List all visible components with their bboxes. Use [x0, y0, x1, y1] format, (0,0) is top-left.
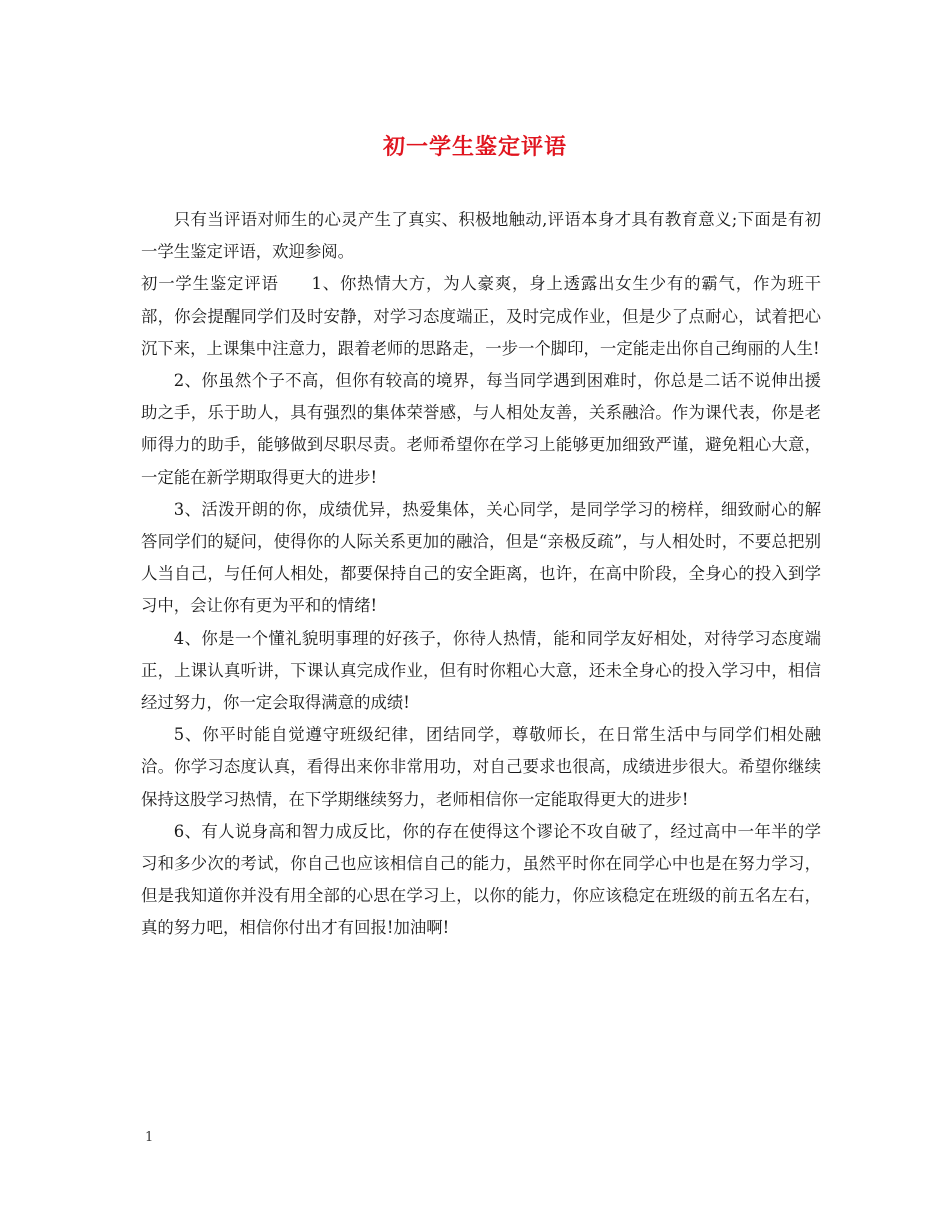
paragraph-6: 6、有人说身高和智力成反比，你的存在使得这个谬论不攻自破了，经过高中一年半的学习和多少次的考试，你自己也应该相信自己的能力，虽然平时你在同学心中也是在努力学习，但是我知道你并没有用全部的心思在学习上，以你的能力，你应该稳定在班级的前五名左右，真的努力吧，相信你付出才有回报!加油啊!	[141, 821, 821, 938]
page-number: 1	[145, 1130, 154, 1145]
paragraph-1	[141, 268, 821, 365]
paragraph-3: 3、活泼开朗的你，成绩优异，热爱集体，关心同学，是同学学习的榜样，细致耐心的解答同学们的疑问，使得你的人际关系更加的融洽，但是“亲极反疏”，与人相处时，不要总把别人当自己，与任何人相处，都要保持自己的安全距离，也许，在高中阶段，全身心的投入到学习中，会让你有更为平和的情绪!	[141, 499, 821, 616]
paragraph-1-text: 1、你热情大方，为人豪爽，身上透露出女生少有的霸气，作为班干部，你会提醒同学们及时安静，对学习态度端正，及时完成作业，但是少了点耐心，试着把心沉下来，上课集中注意力，跟着老师的思路走，一步一个脚印，一定能走出你自己绚丽的人生!	[141, 274, 821, 358]
document-title: 初一学生鉴定评语	[382, 134, 567, 160]
section-label: 初一学生鉴定评语	[141, 274, 279, 294]
paragraph-4: 4、你是一个懂礼貌明事理的好孩子，你待人热情，能和同学友好相处，对待学习态度端正，上课认真听讲，下课认真完成作业，但有时你粗心大意，还未全身心的投入学习中，相信经过努力，你一定会取得满意的成绩!	[141, 628, 821, 713]
intro-paragraph: 只有当评语对师生的心灵产生了真实、积极地触动,评语本身才具有教育意义;下面是有初一学生鉴定评语，欢迎参阅。	[141, 210, 821, 262]
document-body	[141, 204, 821, 945]
paragraph-5: 5、你平时能自觉遵守班级纪律，团结同学，尊敬师长，在日常生活中与同学们相处融洽。你学习态度认真，看得出来你非常用功，对自己要求也很高，成绩进步很大。希望你继续保持这股学习热情，在下学期继续努力，老师相信你一定能取得更大的进步!	[141, 725, 821, 809]
paragraph-2: 2、你虽然个子不高，但你有较高的境界，每当同学遇到困难时，你总是二话不说伸出援助之手，乐于助人，具有强烈的集体荣誉感，与人相处友善，关系融洽。作为课代表，你是老师得力的助手，能够做到尽职尽责。老师希望你在学习上能够更加细致严谨，避免粗心大意，一定能在新学期取得更大的进步!	[141, 371, 821, 487]
